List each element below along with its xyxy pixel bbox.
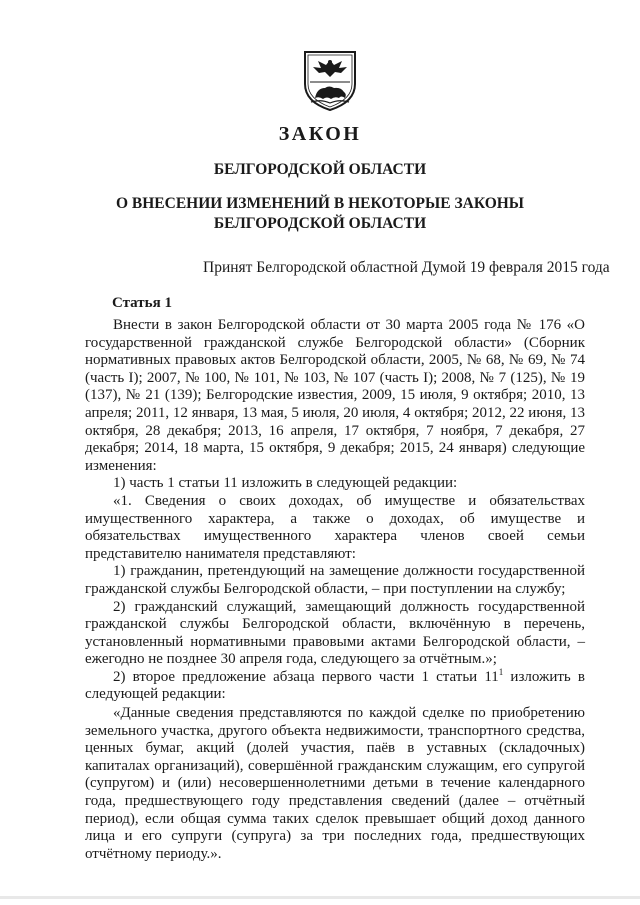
document-subject-line-1: О ВНЕСЕНИИ ИЗМЕНЕНИЙ В НЕКОТОРЫЕ ЗАКОНЫ [115,195,525,212]
paragraph-subitem-2: 2) гражданский служащий, замещающий должность государственной гражданской службы Белгородской области, включённую в перечень, установленный нормативными правовыми актами Белгородской области, – ежегодно не позднее 30 апреля года, следующего за отчётным.»; [85,598,585,668]
paragraph-quote-2: «Данные сведения представляются по каждой сделке по приобретению земельного участка, другого объекта недвижимости, транспортного средства, ценных бумаг, акций (долей участия, паёв в уставных (складочных) капиталах организаций), совершённой гражданским служащим, его супругой (супругом) и (или) несовершеннолетними детьми в течение календарного года, предшествующего году представления сведений (далее – отчётный период), если общая сумма таких сделок превышает общий доход данного лица и его супруги (супруга) за три последних года, предшествующих отчётному периоду.». [85,705,585,862]
scan-edge-divider [0,896,640,899]
item-2-text-b: изложить в следующей редакции: [85,668,585,703]
paragraph-item-1: 1) часть 1 статьи 11 изложить в следующей редакции: [113,475,458,492]
belgorod-coat-of-arms-icon [301,50,359,112]
adoption-note: Принят Белгородской областной Думой 19 февраля 2015 года [203,259,610,276]
document-body [85,317,585,863]
document-title: ЗАКОН [278,123,362,145]
document-subject-line-2: БЕЛГОРОДСКОЙ ОБЛАСТИ [213,215,427,232]
paragraph-intro: Внести в закон Белгородской области от 30 марта 2005 года № 176 «О государственной гражданской службе Белгородской области» (Сборник нормативных правовых актов Белгородской области, 2005, № 68, № 69, № 74 (часть I); 2007, № 100, № 101, № 103, № 107 (часть I); 2008, № 7 (125), № 19 (137), № 21 (139); Белгородские известия, 2009, 15 июля, 9 октября; 2010, 13 апреля; 2011, 12 января, 13 мая, 5 июля, 20 июля, 4 октября; 2012, 22 июня, 13 октября, 28 декабря; 2013, 16 апреля, 17 октября, 7 ноября, 7 декабря, 27 декабря; 2014, 18 марта, 15 октября, 9 декабря; 2015, 24 января) следующие изменения: [85,317,585,474]
paragraph-subitem-1: 1) гражданин, претендующий на замещение должности государственной гражданской службы Белгородской области, – при поступлении на службу; [85,563,585,597]
paragraph-quote-1: «1. Сведения о своих доходах, об имуществе и обязательствах имущественного характера, а также о доходах, об имуществе и обязательствах имущественного характера членов своей семьи представителю нанимателя представляют: [85,492,585,562]
paragraph-item-2 [85,666,585,704]
item-2-text-a: 2) второе предложение абзаца первого части 1 статьи 11 [113,668,499,685]
article-heading: Статья 1 [112,295,172,311]
document-region: БЕЛГОРОДСКОЙ ОБЛАСТИ [213,161,427,178]
item-2-superscript: 1 [498,666,504,677]
